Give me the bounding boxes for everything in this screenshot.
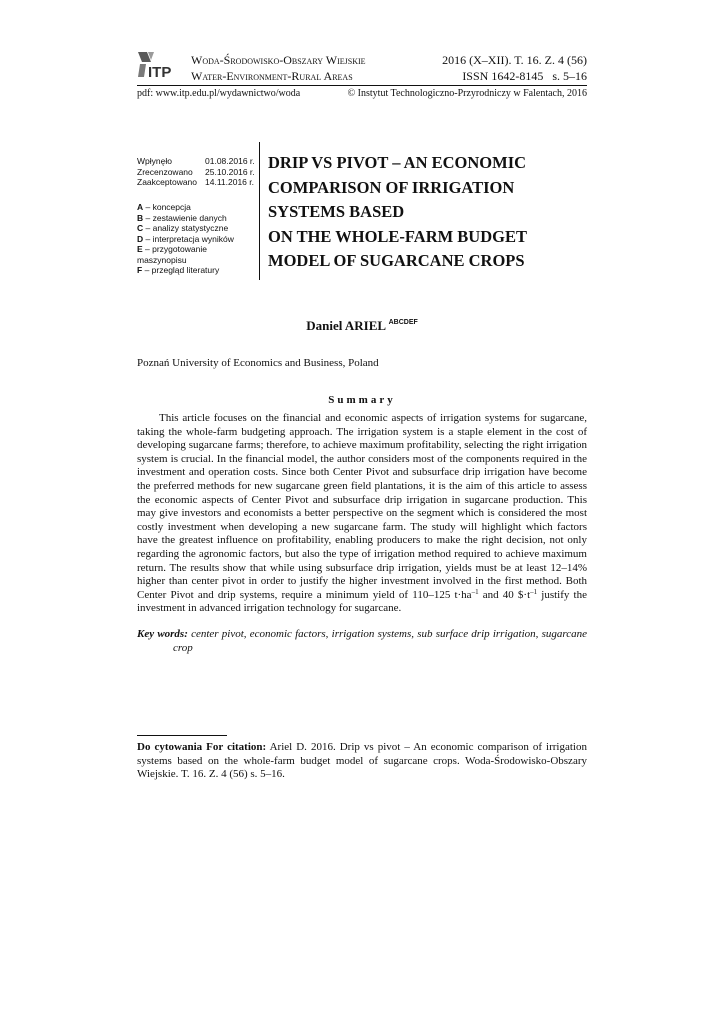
copyright: © Instytut Technologiczno-Przyrodniczy w Falentach, 2016 [347, 88, 587, 99]
citation [137, 741, 587, 782]
date-row [137, 177, 255, 188]
contribution-letter: F [137, 265, 143, 275]
contribution-letter: B [137, 212, 144, 223]
logo-text: ITP [148, 64, 172, 80]
itp-logo [137, 50, 181, 80]
contribution-letter: A [137, 202, 144, 212]
issn-pages [462, 69, 587, 84]
title-line: DRIP VS PIVOT – AN ECONOMIC [268, 153, 527, 172]
author-name: Daniel ARIEL [306, 318, 386, 333]
keywords-text: center pivot, economic factors, irrigation systems, sub surface drip irrigation, sugarcane crop [173, 628, 588, 654]
abstract-main: This article focuses on the financial and economic aspects of irrigation systems for sugarcane, taking the whole-farm budgeting approach. The irrigation system is a staple element in the cost of developing sugarcane farms; therefore, to achieve maximum profitability, selecting the right irrigation system is crucial. In the financial model, the author considers most of the components required in the investment and operation costs. Since both Center Pivot and subsurface drip irrigation have become the preferred methods for new sugarcane green field plantations, it is the aim of this article to assess the economic aspects of Center Pivot and subsurface drip irrigation in sugarcane production. This may give investors and economists a better perspective on the segment which is considered the most costly investment when developing a new sugarcane farm. The study will highlight which factors have the greatest influence on profitability, enabling producers to make the right decision, not only regarding the agronomic factors, but also the type of irrigation method required to achieve maximum return. The results show that while using subsurface drip irrigation, yields must be at least 12–14% higher than center pivot in order to justify the higher investment involved in the first method. Both Center Pivot and drip systems, require a minimum yield of 110–125 t·ha [137, 412, 587, 601]
contribution-text: – koncepcja [143, 202, 191, 212]
date-label: Zrecenzowano [137, 166, 193, 177]
title-line: ON THE WHOLE-FARM BUDGET [268, 226, 527, 246]
title-line: MODEL OF SUGARCANE CROPS [268, 251, 525, 270]
journal-name-polish: Woda-Środowisko-Obszary Wiejskie [191, 53, 366, 67]
page-range: s. 5–16 [552, 69, 587, 83]
date-row [137, 167, 255, 178]
keywords [137, 628, 587, 655]
title-line: COMPARISON OF IRRIGATION [268, 177, 515, 197]
abstract-end: justify the investment in advanced irrigation technology for sugarcane. [137, 588, 587, 615]
date-label: Wpłynęło [137, 156, 172, 166]
author-roles: ABCDEF [388, 319, 418, 326]
date-row [137, 156, 255, 167]
pdf-url: pdf: www.itp.edu.pl/wydawnictwo/woda [137, 88, 301, 99]
keywords-label: Key words: [137, 628, 188, 640]
contribution-item [137, 213, 257, 224]
contribution-text: – interpretacja wyników [143, 233, 234, 244]
contribution-letter: E [137, 244, 143, 254]
contribution-item [137, 223, 257, 234]
date-value: 01.08.2016 r. [205, 156, 255, 166]
citation-text: Ariel D. 2016. Drip vs pivot – An economic comparison of irrigation systems based on the whole-farm budget model of sugarcane crops. Woda-Środowisko-Obszary Wiejskie. T. 16. Z. 4 (56) s. 5–16. [137, 741, 587, 781]
contribution-letter: D [137, 233, 144, 244]
header-rule [137, 85, 587, 86]
contribution-item [137, 244, 257, 265]
unit-superscript: –1 [471, 587, 479, 596]
abstract-mid: and 40 $·t [478, 588, 531, 601]
author-contributions [137, 202, 257, 276]
contribution-letter: C [137, 223, 144, 233]
summary-heading: Summary [328, 394, 396, 406]
date-value: 14.11.2016 r. [205, 177, 254, 187]
contribution-text: – przygotowanie maszynopisu [137, 244, 207, 265]
affiliation: Poznań University of Economics and Business, Poland [137, 357, 379, 369]
footnote-rule [137, 735, 227, 736]
title-line: SYSTEMS BASED [268, 202, 405, 221]
title-divider [259, 142, 260, 280]
contribution-text: – przegląd literatury [142, 265, 220, 275]
abstract [137, 412, 587, 616]
journal-name-english: Water-Environment-Rural Areas [191, 69, 353, 83]
contribution-item [137, 234, 257, 245]
date-value: 25.10.2016 r. [205, 166, 255, 177]
author [0, 318, 724, 334]
submission-dates [137, 156, 255, 188]
contribution-text: – zestawienie danych [143, 212, 227, 223]
issue-info: 2016 (X–XII). T. 16. Z. 4 (56) [442, 53, 587, 67]
date-label: Zaakceptowano [137, 177, 198, 187]
citation-label: Do cytowania For citation: [137, 741, 267, 753]
contribution-text: – analizy statystyczne [143, 223, 229, 233]
paper-title [268, 151, 598, 274]
unit-superscript: –1 [530, 587, 538, 596]
issn: ISSN 1642-8145 [462, 69, 544, 83]
contribution-item [137, 202, 257, 213]
contribution-item [137, 265, 257, 276]
